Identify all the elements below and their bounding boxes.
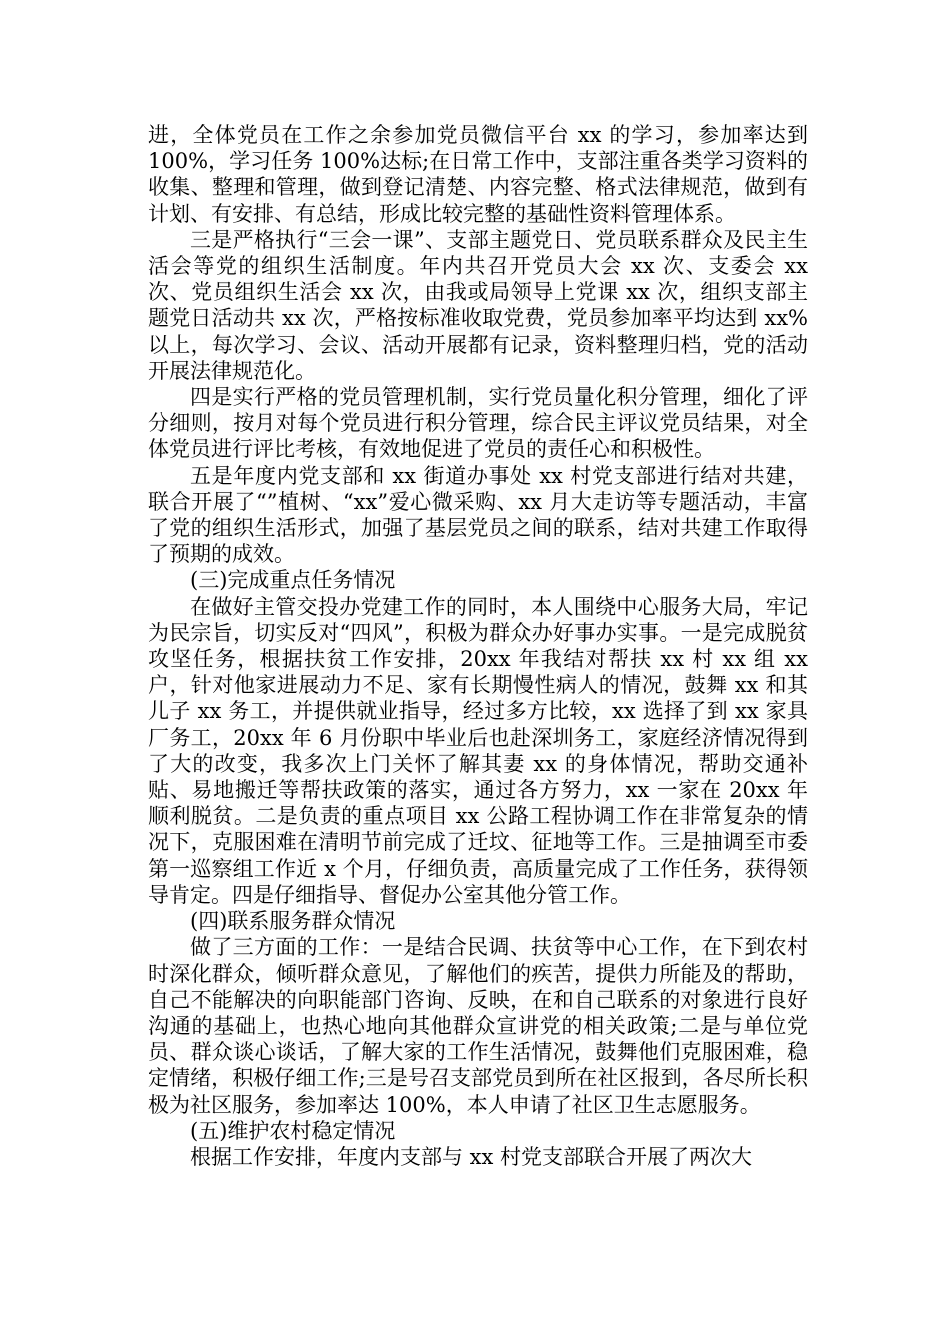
section-heading-key-tasks: (三)完成重点任务情况 <box>190 568 396 593</box>
section-heading-rural-stability: (五)维护农村稳定情况 <box>190 1118 396 1143</box>
paragraph-point-three: 三是严格执行“三会一课”、支部主题党日、党员联系群众及民主生活会等党的组织生活制度。年内共召开党员大会 xx 次、支委会 xx 次、党员组织生活会 xx 次，由我或局领导上党课 xx 次，组织支部主题党日活动共 xx 次，严格按标准收取党费，党员参加率平均达到 xx%以上，每次学习、会议、活动开展都有记录，资料整理归档，党的活动开展法律规范化。 <box>148 227 808 383</box>
paragraph-point-four: 四是实行严格的党员管理机制，实行党员量化积分管理，细化了评分细则，按月对每个党员进行积分管理，综合民主评议党员结果，对全体党员进行评比考核，有效地促进了党员的责任心和积极性。 <box>148 385 808 462</box>
paragraph-serve-masses: 做了三方面的工作：一是结合民调、扶贫等中心工作，在下到农村时深化群众，倾听群众意见，了解他们的疾苦，提供力所能及的帮助，自己不能解决的向职能部门咨询、反映，在和自己联系的对象进行良好沟通的基础上，也热心地向其他群众宣讲党的相关政策;二是与单位党员、群众谈心谈话，了解大家的工作生活情况，鼓舞他们克服困难，稳定情绪，积极仔细工作;三是号召支部党员到所在社区报到，各尽所长积极为社区服务，参加率达 100%，本人申请了社区卫生志愿服务。 <box>148 935 808 1117</box>
paragraph-continuation: 进，全体党员在工作之余参加党员微信平台 xx 的学习，参加率达到 100%，学习任务 100%达标;在日常工作中，支部注重各类学习资料的收集、整理和管理，做到登记清楚、内容完整、格式法律规范，做到有计划、有安排、有总结，形成比较完整的基础性资料管理体系。 <box>148 123 808 226</box>
section-heading-serve-masses: (四)联系服务群众情况 <box>190 909 396 934</box>
document-body <box>148 122 808 1170</box>
paragraph-point-five: 五是年度内党支部和 xx 街道办事处 xx 村党支部进行结对共建，联合开展了“”植树、“xx”爱心微采购、xx 月大走访等专题活动，丰富了党的组织生活形式，加强了基层党员之间的联系，结对共建工作取得了预期的成效。 <box>148 463 808 567</box>
paragraph-rural-stability: 根据工作安排，年度内支部与 xx 村党支部联合开展了两次大 <box>190 1144 753 1169</box>
paragraph-key-tasks: 在做好主管交投办党建工作的同时，本人围绕中心服务大局，牢记为民宗旨，切实反对“四风”，积极为群众办好事办实事。一是完成脱贫攻坚任务，根据扶贫工作安排，20xx 年我结对帮扶 xx 村 xx 组 xx 户，针对他家进展动力不足、家有长期慢性病人的情况，鼓舞 xx 和其儿子 xx 务工，并提供就业指导，经过多方比较，xx 选择了到 xx 家具厂务工，20xx 年 6 月份职中毕业后也赴深圳务工，家庭经济情况得到了大的改变，我多次上门关怀了解其妻 xx 的身体情况，帮助交通补贴、易地搬迁等帮扶政策的落实，通过各方努力，xx 一家在 20xx 年顺利脱贫。二是负责的重点项目 xx 公路工程协调工作在非常复杂的情况下，克服困难在清明节前完成了迁坟、征地等工作。三是抽调至市委第一巡察组工作近 x 个月，仔细负责，高质量完成了工作任务，获得领导肯定。四是仔细指导、督促办公室其他分管工作。 <box>148 594 808 907</box>
